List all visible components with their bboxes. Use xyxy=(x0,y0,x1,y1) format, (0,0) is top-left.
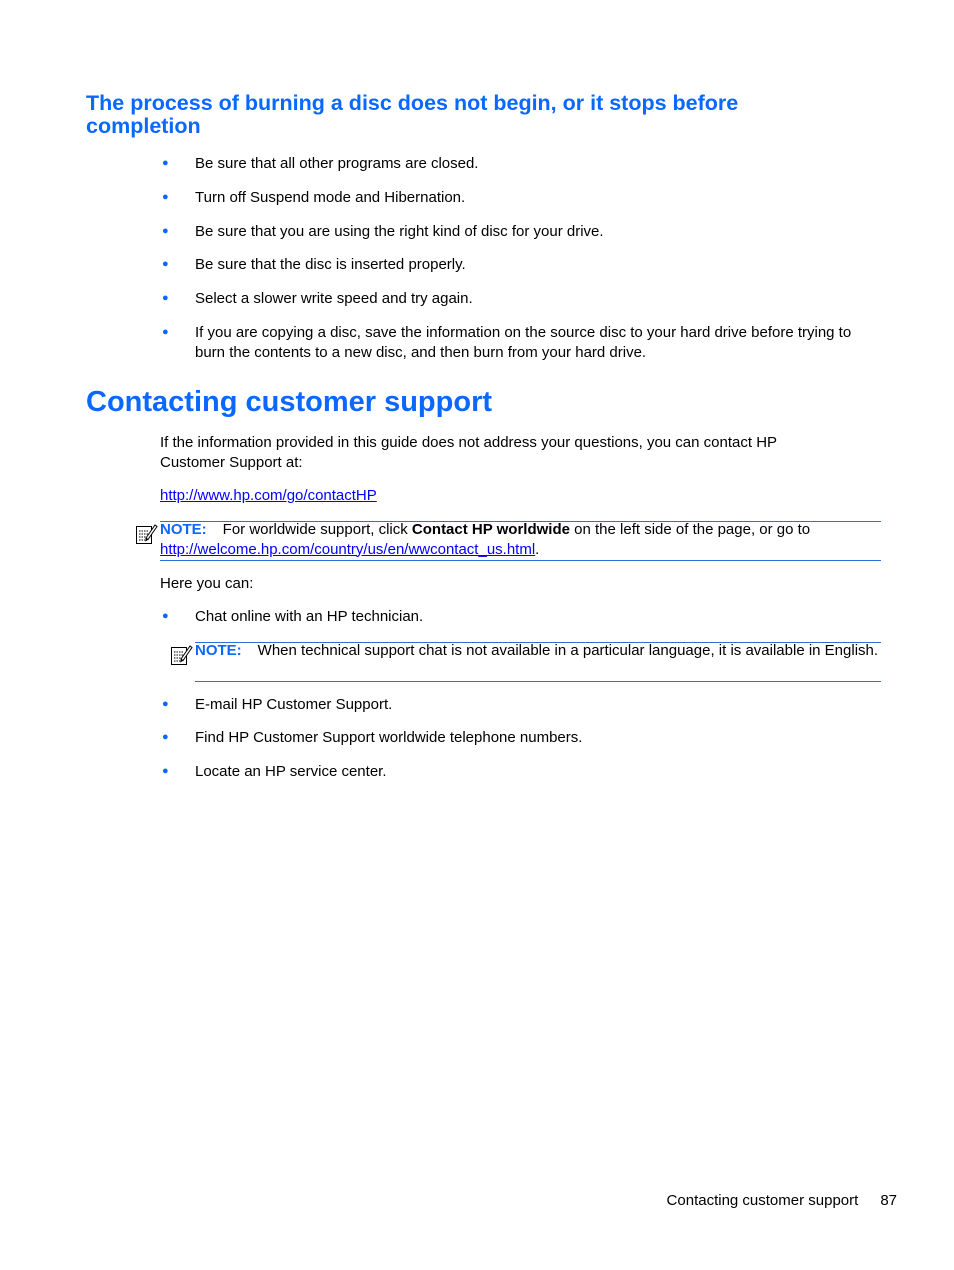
contact-hp-worldwide-label: Contact HP worldwide xyxy=(411,521,570,538)
bullet-icon: ● xyxy=(162,326,169,338)
bullet-icon: ● xyxy=(162,225,169,237)
note-body xyxy=(160,520,881,559)
contact-hp-link[interactable]: http://www.hp.com/go/contactHP xyxy=(160,487,377,504)
page-title: Contacting customer support xyxy=(86,386,493,418)
list-item: Be sure that you are using the right kind of disc for your drive. xyxy=(195,223,604,240)
bullet-icon: ● xyxy=(162,731,169,743)
note-text: For worldwide support, click xyxy=(222,521,412,538)
list-item: Turn off Suspend mode and Hibernation. xyxy=(195,189,466,206)
bullet-icon: ● xyxy=(162,191,169,203)
page-number: 87 xyxy=(880,1192,897,1209)
list-item: E-mail HP Customer Support. xyxy=(195,696,393,713)
wwcontact-link[interactable]: http://welcome.hp.com/country/us/en/wwcontact_us.html xyxy=(160,540,536,558)
list-item: Be sure that all other programs are closed. xyxy=(195,155,479,172)
list-item: If you are copying a disc, save the information on the source disc to your hard drive before trying to burn the contents to a new disc, and then burn from your hard drive. xyxy=(195,324,852,361)
note-bottom-rule xyxy=(195,681,881,682)
bullet-icon: ● xyxy=(162,765,169,777)
note-text: When technical support chat is not available in a particular language, it is available in English. xyxy=(257,642,879,659)
note-label: NOTE: xyxy=(160,521,207,538)
note-icon xyxy=(169,643,193,667)
page-footer xyxy=(600,1191,897,1211)
list-item: Select a slower write speed and try again. xyxy=(195,290,473,307)
note-body xyxy=(195,641,881,661)
note-bottom-rule xyxy=(160,560,881,561)
list-item: Chat online with an HP technician. xyxy=(195,608,424,625)
bullet-icon: ● xyxy=(162,292,169,304)
footer-title: Contacting customer support xyxy=(666,1192,859,1209)
bullet-icon: ● xyxy=(162,157,169,169)
note-end: . xyxy=(535,540,540,558)
note-label: NOTE: xyxy=(195,642,242,659)
note-icon xyxy=(134,522,158,546)
list-item: Be sure that the disc is inserted properly. xyxy=(195,256,466,273)
note-text-after: on the left side of the page, or go to xyxy=(569,521,811,538)
bullet-icon: ● xyxy=(162,258,169,270)
list-item: Find HP Customer Support worldwide telephone numbers. xyxy=(195,729,583,746)
support-intro: If the information provided in this guide does not address your questions, you can contact HP Customer Support at: xyxy=(160,434,777,471)
section-heading: The process of burning a disc does not begin, or it stops before completion xyxy=(86,91,739,138)
list-item: Locate an HP service center. xyxy=(195,763,387,780)
bullet-icon: ● xyxy=(162,698,169,710)
bullet-icon: ● xyxy=(162,610,169,622)
here-you-can: Here you can: xyxy=(160,575,254,592)
